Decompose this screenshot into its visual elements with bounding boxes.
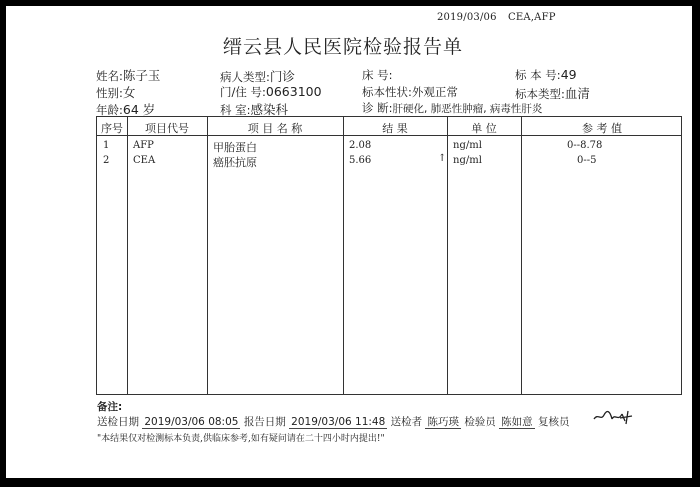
bed-label: 床 号: [362, 68, 393, 82]
name-label: 姓名: [96, 69, 123, 83]
th-no: 序号 [101, 122, 123, 135]
bed-row [362, 67, 393, 83]
ptype-row [220, 67, 295, 85]
id-label: 门/住 号: [220, 85, 266, 99]
prop-label: 标本性状: [362, 85, 412, 99]
sno-row [515, 67, 577, 83]
report-date-label: 报告日期 [243, 416, 286, 428]
th-result: 结 果 [382, 122, 408, 135]
patient-name: 陈子玉 [122, 68, 161, 83]
specimen-number: 49 [560, 67, 577, 82]
row2-code: CEA [133, 155, 156, 166]
diag-label: 诊 断: [362, 101, 393, 115]
id-row [220, 84, 322, 100]
row2-name: 癌胚抗原 [213, 156, 257, 169]
report-title: 缙云县人民医院检验报告单 [222, 36, 463, 58]
row2-no: 2 [103, 155, 110, 166]
row2-unit: ng/ml [453, 155, 482, 166]
test-items: CEA,AFP [508, 12, 556, 23]
row1-ref: 0--8.78 [567, 140, 603, 151]
disclaimer: "本结果仅对检测标本负责,供临床参考,如有疑问请在二十四小时内提出!" [97, 434, 385, 444]
diag-row [362, 100, 542, 116]
specimen-type: 血清 [564, 86, 590, 101]
ptype-label: 病人类型: [220, 70, 270, 84]
col-divider [343, 117, 344, 394]
patient-type: 门诊 [269, 69, 295, 84]
th-code: 项目代号 [145, 122, 189, 135]
stype-label: 标本类型: [515, 87, 565, 101]
sex-row [96, 83, 135, 101]
remark-label: 备注: [97, 401, 123, 413]
row1-unit: ng/ml [453, 140, 482, 151]
name-row [96, 66, 160, 84]
sex-label: 性别: [96, 86, 123, 100]
col-divider [447, 117, 448, 394]
row2-result: 5.66 [349, 155, 372, 166]
col-divider [127, 117, 128, 394]
checker-signature [592, 407, 634, 427]
department: 感染科 [250, 102, 289, 117]
patient-id: 0663100 [265, 84, 322, 99]
th-name: 项 目 名 称 [247, 122, 303, 135]
sender-label: 送检者 [390, 416, 423, 428]
th-ref: 参 考 值 [582, 122, 622, 135]
row1-result: 2.08 [349, 140, 372, 151]
diagnosis: 肝硬化, 肺恶性肿瘤, 病毒性肝炎 [392, 103, 543, 115]
tester: 陈如意 [501, 416, 533, 428]
row2-flag: ↑ [438, 153, 447, 164]
col-divider [521, 117, 522, 394]
print-date: 2019/03/06 [437, 12, 497, 23]
sno-label: 标 本 号: [515, 68, 561, 82]
tester-label: 检验员 [464, 416, 496, 428]
row1-name: 甲胎蛋白 [213, 141, 257, 154]
checker-label: 复核员 [538, 416, 570, 428]
dept-label: 科 室: [220, 103, 251, 117]
send-date-label: 送检日期 [97, 416, 139, 428]
age-label: 年龄: [96, 103, 123, 117]
send-date: 2019/03/06 08:05 [144, 416, 239, 428]
stype-row [515, 84, 590, 102]
top-meta [437, 12, 564, 23]
col-divider [207, 117, 208, 394]
results-table [96, 116, 682, 395]
specimen-property: 外观正常 [411, 85, 458, 99]
row1-code: AFP [133, 140, 154, 151]
report-date: 2019/03/06 11:48 [291, 416, 386, 428]
sender: 陈巧瑛 [427, 416, 459, 428]
prop-row [362, 84, 458, 100]
row2-ref: 0--5 [577, 155, 597, 166]
row1-no: 1 [103, 140, 110, 151]
signature-row [97, 414, 570, 429]
th-unit: 单 位 [471, 122, 497, 135]
patient-sex: 女 [122, 85, 136, 100]
patient-age: 64 岁 [122, 102, 156, 117]
